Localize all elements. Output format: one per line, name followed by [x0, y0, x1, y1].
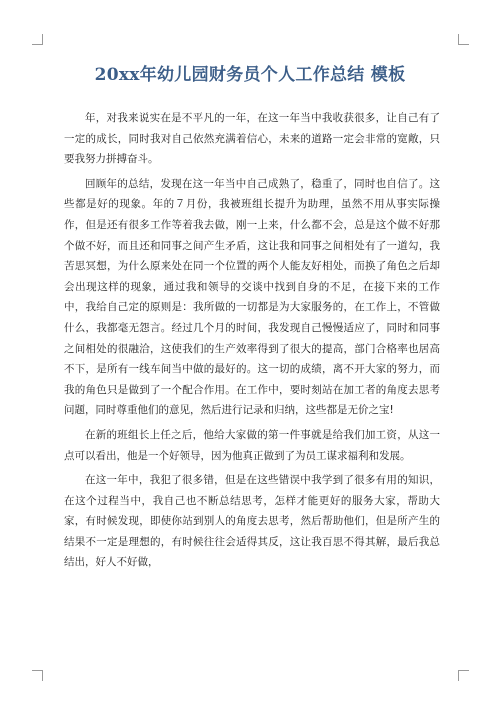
paragraph: 在这一年中，我犯了很多错，但是在这些错误中我学到了很多有用的知识，在这个过程当中，我自己也不断总结思考，怎样才能更好的服务大家，帮助大家，有时候发现，即使你站到别人的角度去思考，然后帮助他们，但是所产生的结果不一定是理想的，有时候往往会适得其反，这让我百思不得其解，最后我总结出，好人不好做，: [64, 474, 440, 569]
paragraph: 年，对我来说实在是不平凡的一年，在这一年当中我收获很多，让自己有了一定的成长，同时我对自己依然充满着信心，未来的道路一定会非常的宽敞，只要我努力拼搏奋斗。: [64, 112, 440, 166]
crop-mark-bottom-left: [32, 670, 43, 681]
paragraph: 在新的班组长上任之后，他给大家做的第一件事就是给我们加工资，从这一点可以看出，他是一个好领导，因为他真正做到了为员工谋求福利和发展。: [64, 428, 440, 462]
document-title: 20xx年幼儿园财务员个人工作总结 模板: [94, 65, 406, 85]
paragraph: 回顾年的总结，发现在这一年当中自己成熟了，稳重了，同时也自信了。这些都是好的现象。年的７月份，我被班组长提升为助理，虽然不用从事实际操作，但是还有很多工作等着我去做，刚一上来，什么都不会，总是这个做不好那个做不好，而且还和同事之间产生矛盾，这让我和同事之间相处有了一道勾，我苦思冥想，为什么原来处在同一个位置的两个人能友好相处，而换了角色之后却会出现这样的现象，通过我和领导的交谈中找到自身的不足，在接下来的工作中，我给自己定的原则是：我所做的一切都是为大家服务的，在工作上，不管做什么，我都毫无怨言。经过几个月的时间，我发现自己慢慢适应了，同时和同事之间相处的很融洽，这使我们的生产效率得到了很大的提高，部门合格率也居高不下，是所有一线车间当中做的最好的。这一切的成绩，离不开大家的努力，而我的角色只是做到了一个配合作用。在工作中，要时刻站在加工者的角度去思考问题，同时尊重他们的意见，然后进行记录和归纳，这些都是无价之宝!: [64, 177, 440, 417]
crop-mark-bottom-right: [458, 670, 469, 681]
crop-mark-top-right: [458, 34, 469, 45]
document-body: [64, 108, 440, 573]
crop-mark-top-left: [32, 34, 43, 45]
